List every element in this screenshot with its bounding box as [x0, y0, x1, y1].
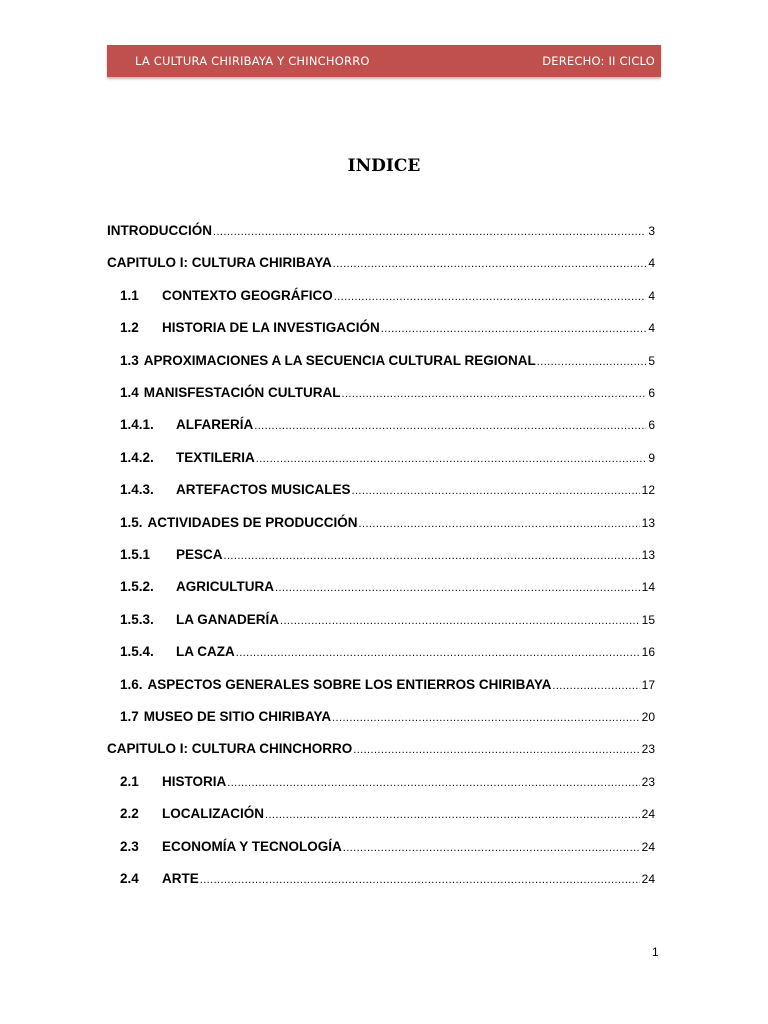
toc-entry-title: CAPITULO I: CULTURA CHIRIBAYA — [107, 255, 332, 271]
toc-entry-number: 2.1 — [120, 773, 139, 789]
toc-dot-leader — [227, 777, 639, 789]
toc-entry-title: LOCALIZACIÓN — [162, 806, 264, 822]
toc-entry-title: ECONOMÍA Y TECNOLOGÍA — [162, 838, 342, 854]
toc-entry[interactable] — [107, 644, 655, 664]
toc-entry-page: 4 — [648, 288, 655, 303]
toc-entry-page: 23 — [641, 742, 655, 757]
toc-dot-leader — [256, 453, 647, 465]
toc-entry-title: AGRICULTURA — [176, 579, 274, 595]
toc-entry-number: 1.5.2. — [120, 579, 154, 595]
toc-dot-leader — [552, 680, 639, 692]
toc-entry-number: 1.5. — [120, 514, 143, 530]
toc-entry-title: INTRODUCCIÓN — [107, 223, 212, 238]
toc-entry-page: 13 — [641, 548, 655, 562]
toc-entry-page: 14 — [641, 580, 655, 595]
toc-entry-title: ARTEFACTOS MUSICALES — [176, 482, 351, 498]
toc-entry[interactable] — [107, 385, 655, 405]
header-course-label: DERECHO: II CICLO — [542, 54, 655, 68]
toc-entry-page: 4 — [648, 256, 655, 271]
toc-entry-number: 1.6. — [120, 676, 143, 692]
toc-entry-number: 1.3 — [120, 352, 139, 368]
toc-entry-title: LA GANADERÍA — [176, 611, 279, 627]
toc-entry-number: 1.4.2. — [120, 449, 154, 465]
toc-entry-title: TEXTILERIA — [176, 449, 255, 465]
toc-entry-page: 6 — [648, 418, 655, 433]
toc-entry-title: ACTIVIDADES DE PRODUCCIÓN — [147, 514, 358, 530]
toc-entry-title: MANISFESTACIÓN CULTURAL — [143, 385, 341, 400]
toc-entry-number: 1.4 — [120, 385, 139, 400]
toc-entry[interactable] — [107, 774, 655, 794]
toc-dot-leader — [236, 647, 640, 659]
toc-entry-title: ARTE — [162, 871, 199, 886]
toc-entry-title: CONTEXTO GEOGRÁFICO — [162, 287, 333, 303]
toc-entry[interactable] — [107, 709, 655, 729]
toc-entry-title: APROXIMACIONES A LA SECUENCIA CULTURAL REGIONAL — [143, 352, 536, 368]
toc-dot-leader — [359, 518, 640, 530]
toc-entry-page: 23 — [641, 774, 655, 789]
toc-entry-page: 15 — [641, 612, 655, 627]
toc-entry-title: MUSEO DE SITIO CHIRIBAYA — [143, 709, 332, 724]
toc-dot-leader — [275, 582, 640, 594]
toc-dot-leader — [353, 744, 639, 756]
toc-dot-leader — [537, 356, 647, 368]
toc-entry[interactable] — [107, 579, 655, 599]
toc-entry[interactable] — [107, 482, 655, 502]
toc-dot-leader — [265, 809, 640, 821]
toc-entry-page: 24 — [641, 839, 655, 854]
toc-entry-page: 24 — [641, 807, 655, 822]
toc-dot-leader — [333, 258, 647, 270]
toc-entry-number: 1.5.1 — [120, 547, 151, 562]
toc-entry[interactable] — [107, 741, 655, 761]
toc-entry-page: 6 — [648, 386, 655, 400]
header-document-title: LA CULTURA CHIRIBAYA Y CHINCHORRO — [135, 54, 370, 68]
toc-entry[interactable] — [107, 612, 655, 632]
toc-entry-page: 17 — [641, 677, 655, 692]
toc-entry-number: 1.2 — [120, 320, 139, 336]
toc-entry-page: 12 — [641, 483, 655, 498]
toc-dot-leader — [200, 874, 640, 886]
toc-entry[interactable] — [107, 871, 655, 891]
toc-entry[interactable] — [107, 417, 655, 437]
toc-entry-title: PESCA — [176, 547, 223, 562]
toc-dot-leader — [343, 842, 640, 854]
running-header — [107, 45, 661, 77]
toc-entry-title: ASPECTOS GENERALES SOBRE LOS ENTIERROS CHIRIBAYA — [147, 676, 552, 692]
toc-entry-title: ALFARERÍA — [176, 417, 254, 433]
toc-entry-title: HISTORIA DE LA INVESTIGACIÓN — [162, 320, 380, 336]
toc-dot-leader — [332, 712, 640, 724]
toc-entry-page: 24 — [641, 872, 655, 886]
toc-entry-number: 1.1 — [120, 287, 139, 303]
toc-entry[interactable] — [107, 515, 655, 535]
toc-dot-leader — [254, 420, 646, 432]
toc-entry-number: 1.7 — [120, 709, 139, 724]
toc-entry-title: CAPITULO I: CULTURA CHINCHORRO — [107, 741, 353, 757]
toc-entry-title: LA CAZA — [176, 644, 235, 660]
toc-dot-leader — [334, 291, 647, 303]
toc-entry-page: 3 — [648, 224, 655, 238]
toc-entry[interactable] — [107, 223, 655, 243]
toc-entry[interactable] — [107, 677, 655, 697]
toc-entry[interactable] — [107, 450, 655, 470]
toc-entry-page: 20 — [641, 710, 655, 724]
toc-entry-number: 2.3 — [120, 838, 139, 854]
toc-entry-number: 1.4.1. — [120, 417, 154, 433]
toc-entry-page: 16 — [641, 645, 655, 660]
toc-entry-page: 5 — [648, 353, 655, 368]
toc-entry-page: 4 — [648, 321, 655, 336]
toc-entry-number: 1.5.3. — [120, 611, 154, 627]
toc-dot-leader — [352, 485, 640, 497]
toc-dot-leader — [213, 226, 646, 238]
toc-entry-number: 1.4.3. — [120, 482, 154, 498]
toc-dot-leader — [224, 550, 640, 562]
toc-entry[interactable] — [107, 320, 655, 340]
toc-entry-page: 13 — [641, 515, 655, 530]
toc-dot-leader — [381, 323, 647, 335]
toc-entry[interactable] — [107, 353, 655, 373]
toc-entry-number: 2.2 — [120, 806, 139, 822]
toc-dot-leader — [280, 615, 640, 627]
toc-entry[interactable] — [107, 288, 655, 308]
toc-entry-title: HISTORIA — [162, 773, 227, 789]
toc-entry-number: 1.5.4. — [120, 644, 154, 660]
toc-entry-page: 9 — [648, 450, 655, 465]
toc-dot-leader — [342, 388, 647, 400]
toc-entry[interactable] — [107, 839, 655, 859]
page-title: INDICE — [347, 156, 421, 176]
toc-entry-number: 2.4 — [120, 871, 139, 886]
toc-entry[interactable] — [107, 547, 655, 567]
page-number: 1 — [652, 945, 659, 959]
toc-entry[interactable] — [107, 255, 655, 275]
toc-entry[interactable] — [107, 806, 655, 826]
